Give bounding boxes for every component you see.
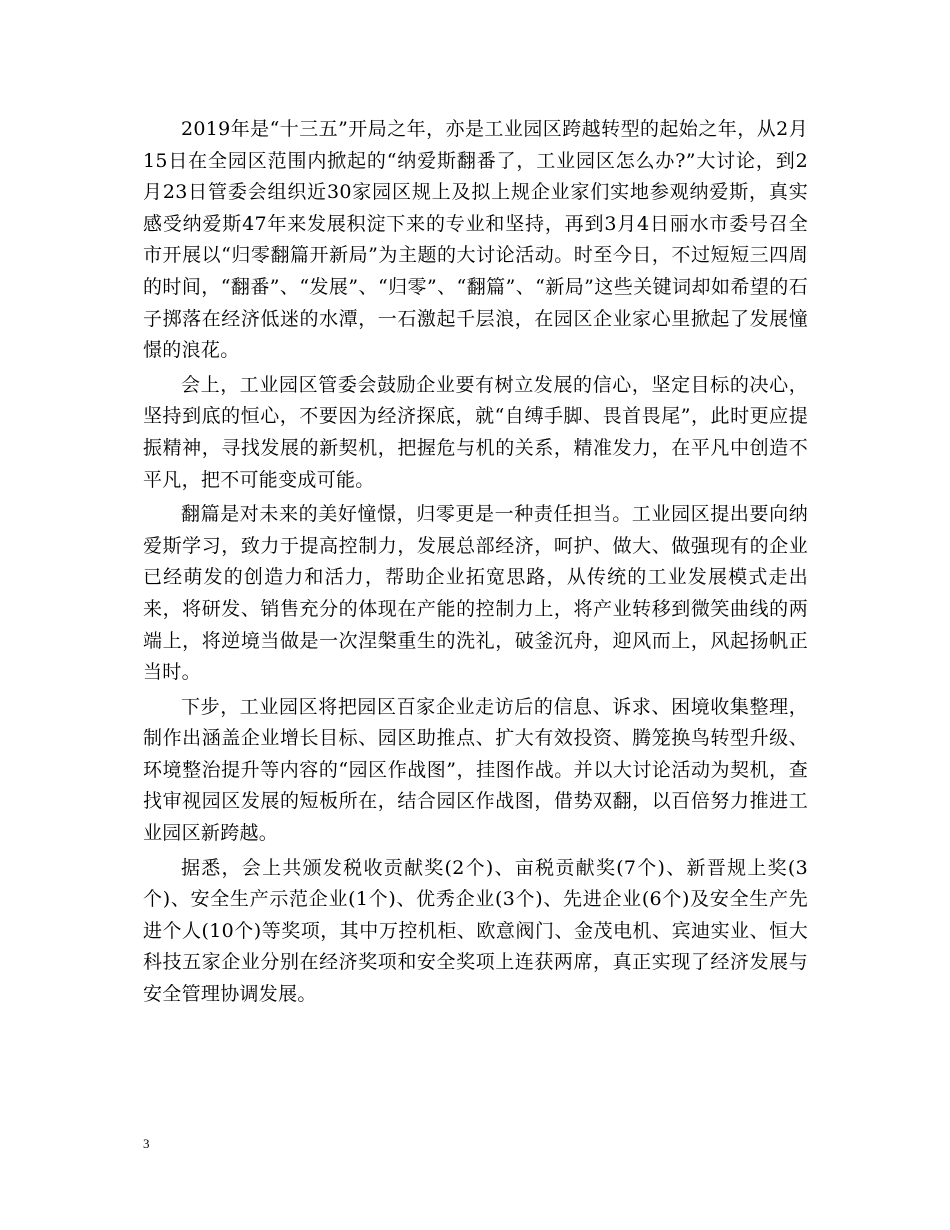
- paragraph-3: 翻篇是对未来的美好憧憬，归零更是一种责任担当。工业园区提出要向纳爱斯学习，致力于提高控制力，发展总部经济，呵护、做大、做强现有的企业已经萌发的创造力和活力，帮助企业拓宽思路，从传统的工业发展模式走出来，将研发、销售充分的体现在产能的控制力上，将产业转移到微笑曲线的两端上，将逆境当做是一次涅槃重生的洗礼，破釜沉舟，迎风而上，风起扬帆正当时。: [143, 503, 808, 684]
- paragraph-5: 据悉，会上共颁发税收贡献奖(2个)、亩税贡献奖(7个)、新晋规上奖(3个)、安全生产示范企业(1个)、优秀企业(3个)、先进企业(6个)及安全生产先进个人(10个)等奖项，其中万控机柜、欧意阀门、金茂电机、宾迪实业、恒大科技五家企业分别在经济奖项和安全奖项上连获两席，真正实现了经济发展与安全管理协调发展。: [143, 856, 808, 1006]
- paragraph-2: 会上，工业园区管委会鼓励企业要有树立发展的信心，坚定目标的决心，坚持到底的恒心，不要因为经济探底，就“自缚手脚、畏首畏尾”，此时更应提振精神，寻找发展的新契机，把握危与机的关系，精准发力，在平凡中创造不平凡，把不可能变成可能。: [143, 373, 808, 491]
- paragraph-1: 2019年是“十三五”开局之年，亦是工业园区跨越转型的起始之年，从2月15日在全园区范围内掀起的“纳爱斯翻番了，工业园区怎么办?”大讨论，到2月23日管委会组织近30家园区规上及拟上规企业家们实地参观纳爱斯，真实感受纳爱斯47年来发展积淀下来的专业和坚持，再到3月4日丽水市委号召全市开展以“归零翻篇开新局”为主题的大讨论活动。时至今日，不过短短三四周的时间，“翻番”、“发展”、“归零”、“翻篇”、“新局”这些关键词却如希望的石子掷落在经济低迷的水潭，一石激起千层浪，在园区企业家心里掀起了发展憧憬的浪花。: [143, 118, 808, 362]
- paragraph-4: 下步，工业园区将把园区百家企业走访后的信息、诉求、困境收集整理，制作出涵盖企业增长目标、园区助推点、扩大有效投资、腾笼换鸟转型升级、环境整治提升等内容的“园区作战图”，挂图作战。并以大讨论活动为契机，查找审视园区发展的短板所在，结合园区作战图，借势双翻，以百倍努力推进工业园区新跨越。: [143, 695, 808, 845]
- page-number: 3: [143, 1136, 150, 1151]
- article-body: [143, 114, 808, 1014]
